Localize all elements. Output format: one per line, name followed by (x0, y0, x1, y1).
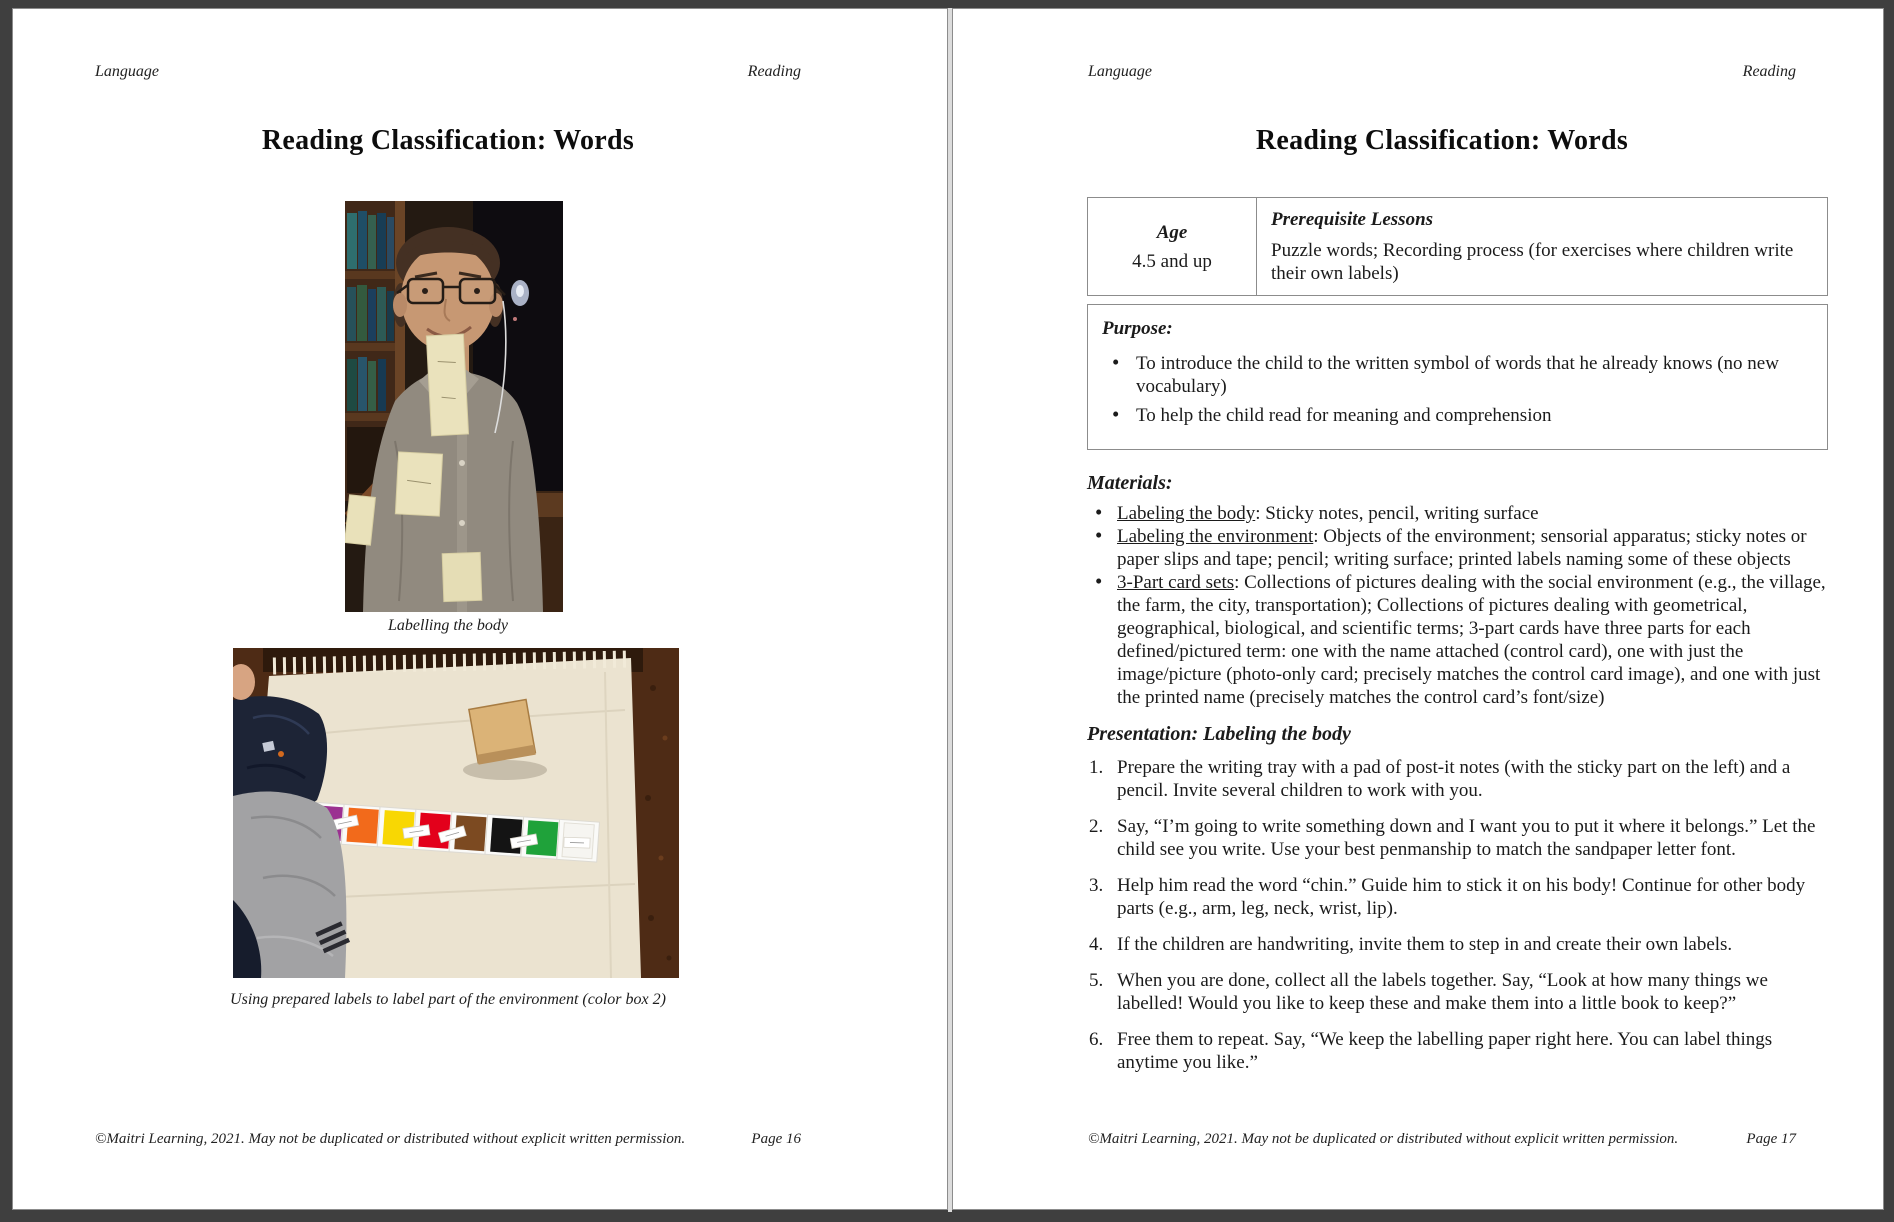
age-label: Age (1156, 221, 1188, 243)
lesson-content (1087, 197, 1828, 1087)
materials-heading: Materials: (1087, 472, 1173, 494)
prerequisite-cell (1257, 198, 1827, 295)
page-number: Page 16 (751, 1131, 801, 1147)
step-item (1087, 815, 1828, 861)
step-text: Say, “I’m going to write something down and I want you to put it where it belongs.” Let the child see you write. Use your best penmanship to match the sandpaper letter font. (1117, 816, 1816, 860)
material-item (1087, 525, 1828, 571)
purpose-item: • To help the child read for meaning and comprehension (1102, 404, 1813, 427)
photo-caption: Labelling the body (388, 617, 508, 634)
copyright-text: ©Maitri Learning, 2021. May not be duplicated or distributed without explicit written permission. (1088, 1131, 1679, 1147)
page-number: Page 17 (1746, 1131, 1796, 1147)
material-text: : Sticky notes, pencil, writing surface (1255, 503, 1539, 524)
step-item (1087, 933, 1828, 956)
step-text: Prepare the writing tray with a pad of post-it notes (with the sticky part on the left) and a pencil. Invite several children to work with you. (1117, 757, 1791, 801)
header-label-language: Language (1088, 63, 1152, 80)
age-cell (1088, 198, 1257, 295)
material-lead: Labeling the body (1117, 503, 1256, 524)
step-number: 2. (1089, 816, 1104, 837)
material-item (1087, 571, 1828, 709)
step-text: Help him read the word “chin.” Guide him to stick it on his body! Continue for other body parts (e.g., arm, leg, neck, wrist, lip). (1117, 875, 1806, 919)
photo-color-box-labelling (233, 648, 679, 978)
purpose-heading: Purpose: (1102, 318, 1173, 339)
step-text: If the children are handwriting, invite them to step in and create their own labels. (1117, 934, 1733, 955)
header-label-reading: Reading (1742, 63, 1796, 80)
sticky-note-edge (345, 495, 375, 545)
page-title: Reading Classification: Words (261, 125, 635, 156)
purpose-list (1102, 352, 1813, 427)
age-prerequisite-table (1087, 197, 1828, 296)
step-number: 5. (1089, 970, 1104, 991)
prerequisite-label: Prerequisite Lessons (1271, 209, 1434, 230)
materials-list (1087, 502, 1828, 709)
sticky-note-lower (442, 552, 482, 601)
prerequisite-text: Puzzle words; Recording process (for exercises where children write their own labels) (1271, 240, 1794, 284)
sticky-note-shirt (395, 452, 442, 516)
page-left (12, 8, 948, 1210)
header-label-reading: Reading (747, 63, 801, 80)
copyright-text: ©Maitri Learning, 2021. May not be duplicated or distributed without explicit written permission. (95, 1131, 686, 1147)
step-text: Free them to repeat. Say, “We keep the labelling paper right here. You can label things anytime you like.” (1117, 1029, 1773, 1073)
page-left-footer (95, 1131, 801, 1148)
page-title: Reading Classification: Words (1255, 125, 1629, 156)
age-value: 4.5 and up (1132, 250, 1212, 272)
presentation-heading: Presentation: Labeling the body (1087, 723, 1351, 745)
material-text: : Collections of pictures dealing with the social environment (e.g., the village, the farm, the city, transportation); Collections of pictures dealing with geometrical, geographical, biological, and scientific terms; 3-part cards have three parts for each defined/pictured term: one with the name attached (control card), one with just the image/picture (photo-only card; precisely matches the control card image), and one with just the printed name (precisely matches the control card’s font/size) (1117, 572, 1826, 708)
photo-color-box-illustration (233, 648, 679, 978)
step-text: When you are done, collect all the labels together. Say, “Look at how many things we labelled! Would you like to keep these and make them into a little book to keep?” (1117, 970, 1768, 1014)
step-number: 4. (1089, 934, 1104, 955)
page-left-header (95, 63, 801, 81)
page-right-header (1088, 63, 1796, 81)
step-number: 3. (1089, 875, 1104, 896)
photo-caption: Using prepared labels to label part of the environment (color box 2) (230, 991, 666, 1008)
step-number: 1. (1089, 757, 1104, 778)
presentation-steps-list (1087, 756, 1828, 1074)
page-right-footer (1088, 1131, 1796, 1148)
photo-labelling-the-body (345, 201, 563, 612)
material-item (1087, 502, 1828, 525)
wooden-block (469, 699, 536, 764)
step-item (1087, 1028, 1828, 1074)
purpose-item: • To introduce the child to the written symbol of words that he already knows (no new vocabulary) (1102, 352, 1813, 398)
purpose-box (1087, 304, 1828, 450)
sticky-note-chin (426, 334, 468, 436)
material-lead: Labeling the environment (1117, 526, 1314, 547)
photo-labelling-the-body-illustration (345, 201, 563, 612)
header-label-language: Language (95, 63, 159, 80)
step-item (1087, 969, 1828, 1015)
material-text: : Objects of the environment; sensorial apparatus; sticky notes or paper slips and tape; pencil; writing surface; printed labels naming some of these objects (1117, 526, 1807, 570)
step-item (1087, 756, 1828, 802)
step-number: 6. (1089, 1029, 1104, 1050)
page-right (952, 8, 1884, 1210)
material-lead: 3-Part card sets (1117, 572, 1235, 593)
step-item (1087, 874, 1828, 920)
